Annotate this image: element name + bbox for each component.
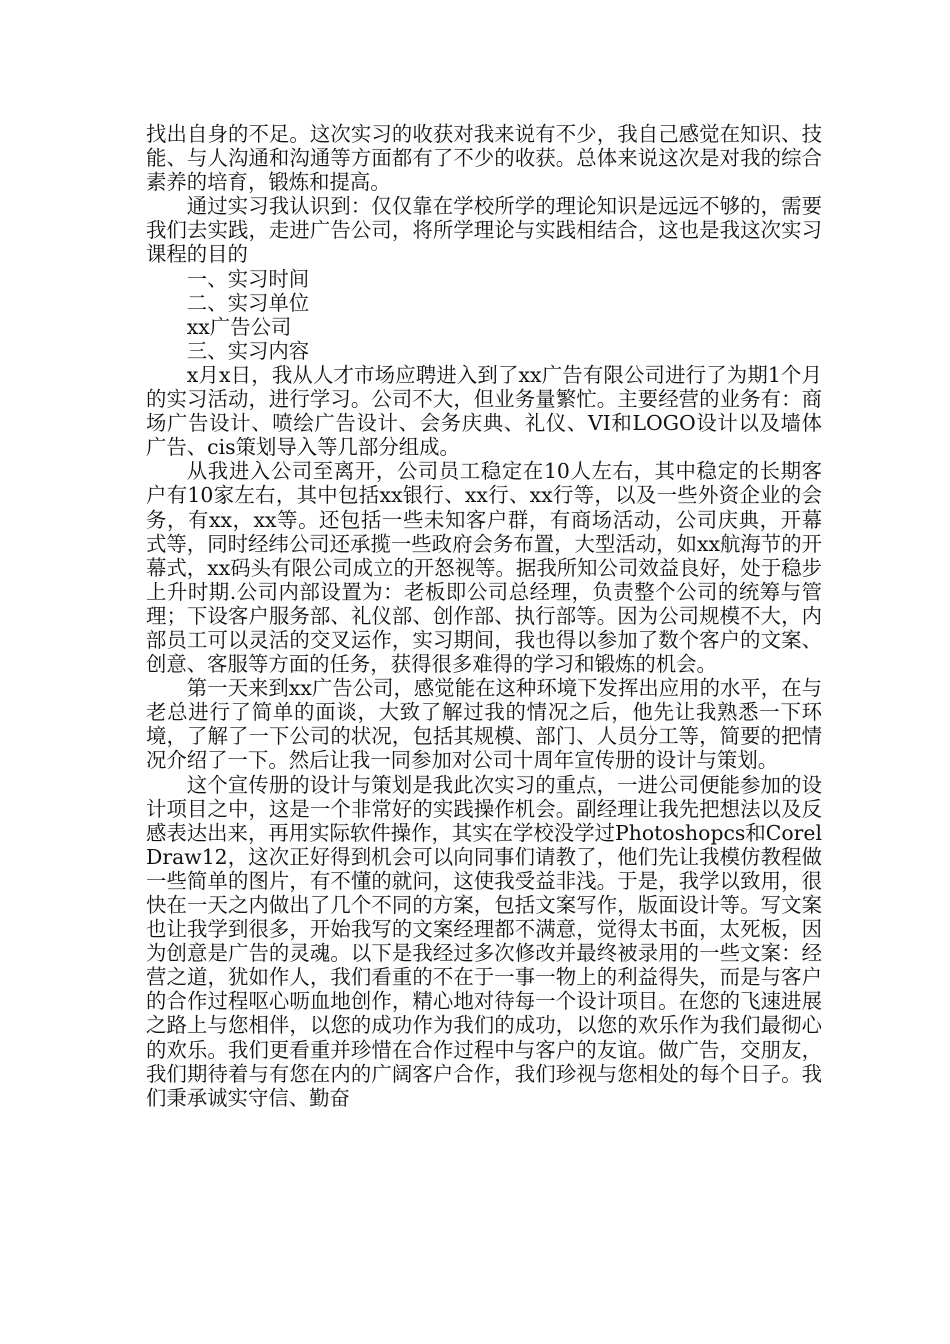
paragraph-4: 从我进入公司至离开，公司员工稳定在10人左右，其中稳定的长期客户有10家左右，其中包括xx银行、xx行、xx行等，以及一些外资企业的会务，有xx，xx等。还包括一些未知客户群，有商场活动，公司庆典，开幕式等，同时经纬公司还承揽一些政府会务布置，大型活动，如xx航海节的开幕式，xx码头有限公司成立的开怒视等。据我所知公司效益良好，处于稳步上升时期.公司内部设置为：老板即公司总经理，负责整个公司的统筹与管理；下设客户服务部、礼仪部、创作部、执行部等。因为公司规模不大，内部员工可以灵活的交叉运作，实习期间，我也得以参加了数个客户的文案、创意、客服等方面的任务，获得很多难得的学习和锻炼的机会。 — [146, 459, 822, 677]
section-heading-internship-unit: 二、实习单位 — [186, 290, 310, 315]
section-heading-internship-content: 三、实习内容 — [186, 338, 310, 363]
paragraph-3: x月x日，我从人才市场应聘进入到了xx广告有限公司进行了为期1个月的实习活动，进行学习。公司不大，但业务量繁忙。主要经营的业务有：商场广告设计、喷绘广告设计、会务庆典、礼仪、VI和LOGO设计以及墙体广告、cis策划导入等几部分组成。 — [146, 362, 822, 460]
paragraph-2: 通过实习我认识到：仅仅靠在学校所学的理论知识是远远不够的，需要我们去实践，走进广告公司，将所学理论与实践相结合，这也是我这次实习课程的目的 — [146, 194, 822, 267]
paragraph-5: 第一天来到xx广告公司，感觉能在这种环境下发挥出应用的水平，在与老总进行了简单的面谈，大致了解过我的情况之后，他先让我熟悉一下环境，了解了一下公司的状况，包括其规模、部门、人员分工等，简要的把情况介绍了一下。然后让我一同参加对公司十周年宣传册的设计与策划。 — [146, 676, 822, 773]
paragraph-1: 找出自身的不足。这次实习的收获对我来说有不少，我自己感觉在知识、技能、与人沟通和沟通等方面都有了不少的收获。总体来说这次是对我的综合素养的培育，锻炼和提高。 — [146, 122, 822, 195]
paragraph-6: 这个宣传册的设计与策划是我此次实习的重点，一进公司便能参加的设计项目之中，这是一个非常好的实践操作机会。副经理让我先把想法以及反感表达出来，再用实际软件操作，其实在学校没学过Photoshopcs和CorelDraw12，这次正好得到机会可以向同事们请教了，他们先让我模仿教程做一些简单的图片，有不懂的就问，这使我受益非浅。于是，我学以致用，很快在一天之内做出了几个不同的方案，包括文案写作，版面设计等。写文案也让我学到很多，开始我写的文案经理都不满意，觉得太书面，太死板，因为创意是广告的灵魂。以下是我经过多次修改并最终被录用的一些文案：经营之道，犹如作人，我们看重的不在于一事一物上的利益得失，而是与客户的合作过程呕心呖血地创作，精心地对待每一个设计项目。在您的飞速进展之路上与您相伴，以您的成功作为我们的成功，以您的欢乐作为我们最彻心的欢乐。我们更看重并珍惜在合作过程中与客户的友谊。做广告，交朋友，我们期待着与有您在内的广阔客户合作，我们珍视与您相处的每个日子。我们秉承诚实守信、勤奋 — [146, 772, 822, 1110]
company-name: xx广告公司 — [186, 314, 292, 339]
document-page — [146, 122, 822, 1110]
section-heading-internship-time: 一、实习时间 — [186, 266, 310, 291]
